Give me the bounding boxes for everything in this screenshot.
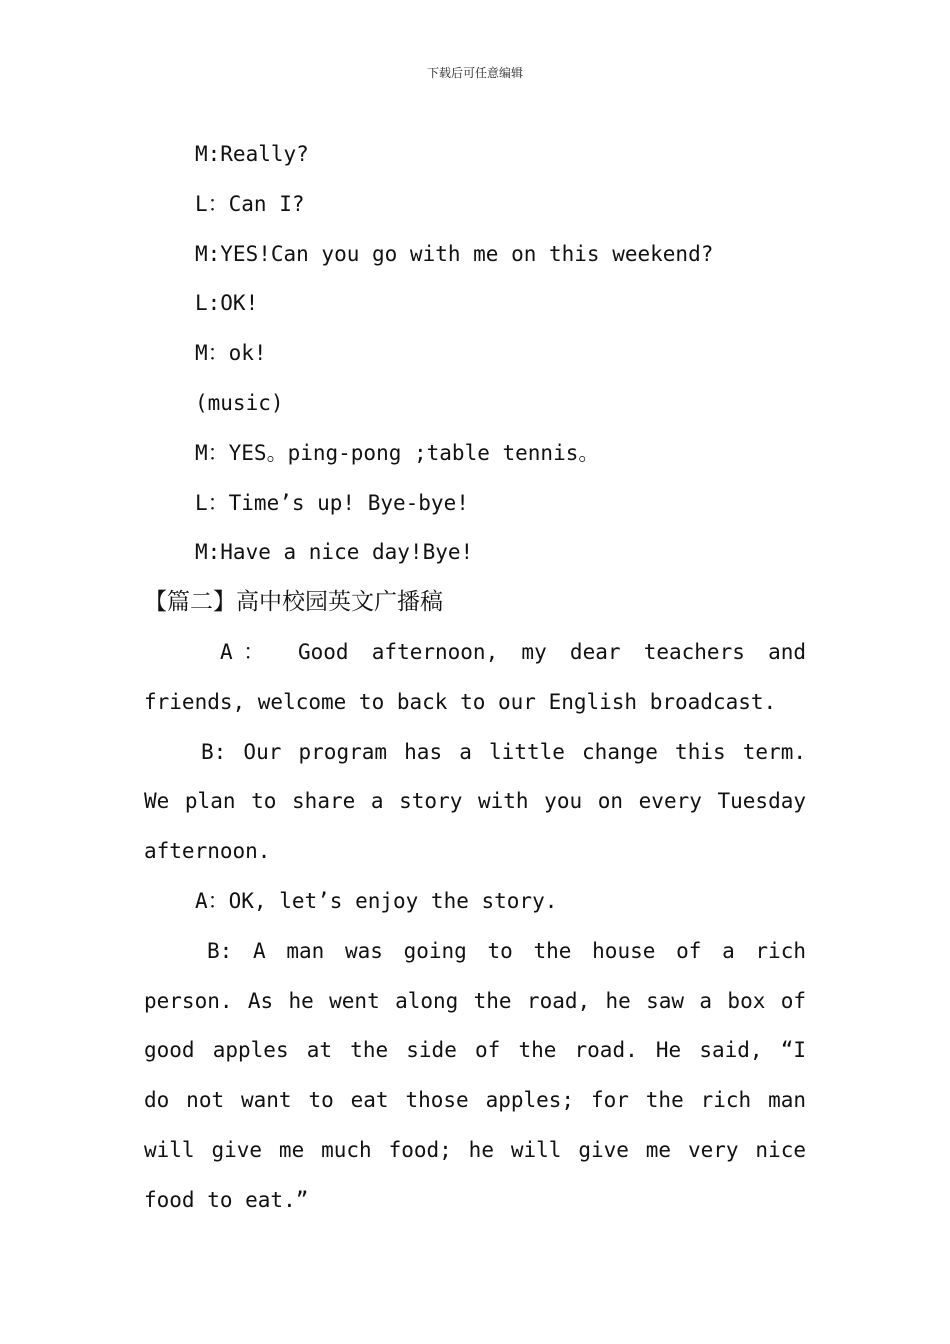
dialog-line-9: M:Have a nice day!Bye!	[195, 540, 474, 565]
paragraph-3: A：OK, let’s enjoy the story.	[195, 888, 558, 913]
document-body	[144, 130, 806, 1226]
paragraph-2-line-2: We plan to share a story with you on every Tuesday	[144, 789, 806, 814]
section-title: 【篇二】高中校园英文广播稿	[144, 589, 443, 616]
paragraph-4-line-4: do not want to eat those apples; for the rich man	[144, 1088, 806, 1113]
dialog-line-2: L：Can I?	[195, 191, 305, 216]
paragraph-4-line-2: person. As he went along the road, he saw a box of	[144, 988, 806, 1013]
paragraph-4-line-1: B: A man was going to the house of a rich	[207, 938, 806, 963]
paragraph-1-line-1: A： Good afternoon, my dear teachers and	[220, 639, 806, 664]
dialog-line-1: M:Really?	[195, 142, 309, 166]
dialog-line-5: M：ok!	[195, 341, 267, 366]
page-header-note: 下载后可任意编辑	[426, 66, 523, 80]
dialog-line-4: L:OK!	[195, 291, 259, 316]
paragraph-4-line-6: food to eat.”	[144, 1187, 309, 1212]
dialog-line-8: L：Time’s up! Bye-bye!	[195, 490, 469, 515]
dialog-line-3: M:YES!Can you go with me on this weekend?	[195, 241, 714, 266]
paragraph-2-line-1: B: Our program has a little change this term.	[201, 739, 806, 764]
paragraph-4-line-3: good apples at the side of the road. He said, “I	[144, 1038, 806, 1063]
dialog-line-6: (music)	[195, 390, 284, 415]
paragraph-2-line-3: afternoon.	[144, 839, 271, 864]
dialog-line-7: M：YES。ping-pong ;table tennis。	[195, 440, 600, 465]
paragraph-1-line-2: friends, welcome to back to our English broadcast.	[144, 689, 777, 714]
paragraph-4-line-5: will give me much food; he will give me very nice	[144, 1137, 806, 1162]
